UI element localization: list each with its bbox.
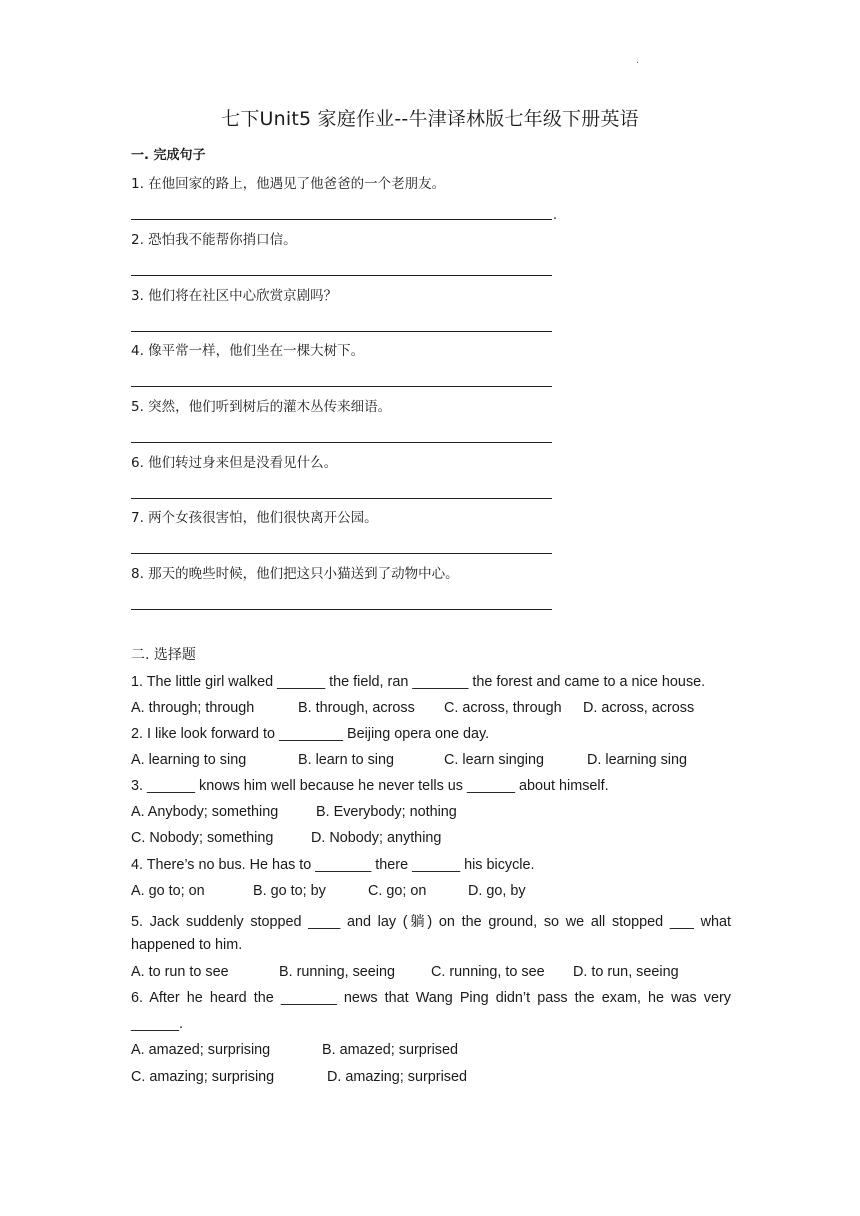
option-c[interactable]: C. across, through	[444, 700, 562, 716]
option-row	[131, 804, 731, 824]
option-c[interactable]: C. running, to see	[431, 964, 545, 980]
option-a[interactable]: A. to run to see	[131, 964, 229, 980]
answer-line[interactable]	[131, 428, 571, 443]
option-row	[131, 830, 731, 850]
option-d[interactable]: D. across, across	[583, 700, 695, 716]
answer-line[interactable]	[131, 595, 571, 610]
sentence-prompt: 2. 恐怕我不能帮你捎口信。	[131, 232, 297, 248]
option-c[interactable]: C. Nobody; something	[131, 830, 274, 846]
answer-line[interactable]	[131, 317, 571, 332]
sentence-prompt: 1. 在他回家的路上，他遇见了他爸爸的一个老朋友。	[131, 176, 446, 192]
option-row	[131, 1042, 731, 1062]
sentence-item	[131, 454, 571, 499]
option-c[interactable]: C. amazing; surprising	[131, 1069, 275, 1085]
sentence-item	[131, 342, 571, 387]
question-stem: 5. Jack suddenly stopped ____ and lay (躺) on the ground, so we all stopped ___ what	[131, 914, 731, 930]
question-stem: 3. ______ knows him well because he never tells us ______ about himself.	[131, 778, 609, 794]
option-a[interactable]: A. Anybody; something	[131, 804, 279, 820]
sentence-prompt: 4. 像平常一样，他们坐在一棵大树下。	[131, 343, 365, 359]
corner-mark: .	[636, 56, 639, 66]
option-b[interactable]: B. learn to sing	[298, 752, 394, 768]
page-title: 七下Unit5 家庭作业--牛津译林版七年级下册英语	[221, 108, 639, 130]
answer-line[interactable]	[131, 205, 571, 223]
sentence-item	[131, 287, 571, 332]
option-c[interactable]: C. learn singing	[444, 752, 544, 768]
option-a[interactable]: A. amazed; surprising	[131, 1042, 271, 1058]
question-stem-continued: ______.	[131, 1016, 184, 1032]
sentence-item	[131, 175, 571, 223]
section-heading-multiple-choice: 二. 选择题	[131, 647, 196, 663]
sentence-item	[131, 565, 571, 610]
sentence-prompt: 8. 那天的晚些时候，他们把这只小猫送到了动物中心。	[131, 566, 459, 582]
sentence-prompt: 6. 他们转过身来但是没看见什么。	[131, 455, 338, 471]
option-b[interactable]: B. go to; by	[253, 883, 326, 899]
option-a[interactable]: A. go to; on	[131, 883, 205, 899]
sentence-prompt: 5. 突然，他们听到树后的灌木丛传来细语。	[131, 399, 392, 415]
sentence-prompt: 3. 他们将在社区中心欣赏京剧吗？	[131, 288, 338, 304]
section-heading-completion: 一. 完成句子	[131, 148, 206, 163]
option-b[interactable]: B. through, across	[298, 700, 415, 716]
option-c[interactable]: C. go; on	[368, 883, 427, 899]
option-a[interactable]: A. through; through	[131, 700, 255, 716]
question-stem-continued: happened to him.	[131, 937, 243, 953]
option-row	[131, 752, 731, 772]
answer-line[interactable]	[131, 261, 571, 276]
option-row	[131, 964, 731, 984]
option-row	[131, 1069, 731, 1089]
option-row	[131, 883, 731, 903]
option-d[interactable]: D. learning sing	[587, 752, 687, 768]
sentence-prompt: 7. 两个女孩很害怕，他们很快离开公园。	[131, 510, 378, 526]
option-b[interactable]: B. amazed; surprised	[322, 1042, 458, 1058]
question-stem: 1. The little girl walked ______ the field, ran _______ the forest and came to a nice house.	[131, 674, 706, 690]
option-b[interactable]: B. running, seeing	[279, 964, 396, 980]
sentence-item	[131, 231, 571, 276]
option-a[interactable]: A. learning to sing	[131, 752, 247, 768]
option-row	[131, 700, 731, 720]
option-d[interactable]: D. to run, seeing	[573, 964, 679, 980]
question-stem: 6. After he heard the _______ news that Wang Ping didn’t pass the exam, he was very	[131, 990, 731, 1006]
answer-line-period: .	[553, 208, 558, 223]
answer-line[interactable]	[131, 372, 571, 387]
sentence-item	[131, 398, 571, 443]
answer-line[interactable]	[131, 539, 571, 554]
option-d[interactable]: D. go, by	[468, 883, 526, 899]
option-d[interactable]: D. Nobody; anything	[311, 830, 442, 846]
sentence-item	[131, 509, 571, 554]
question-stem: 2. I like look forward to ________ Beijing opera one day.	[131, 726, 490, 742]
answer-line[interactable]	[131, 484, 571, 499]
option-d[interactable]: D. amazing; surprised	[327, 1069, 467, 1085]
question-stem: 4. There’s no bus. He has to _______ there ______ his bicycle.	[131, 857, 535, 873]
option-b[interactable]: B. Everybody; nothing	[316, 804, 457, 820]
